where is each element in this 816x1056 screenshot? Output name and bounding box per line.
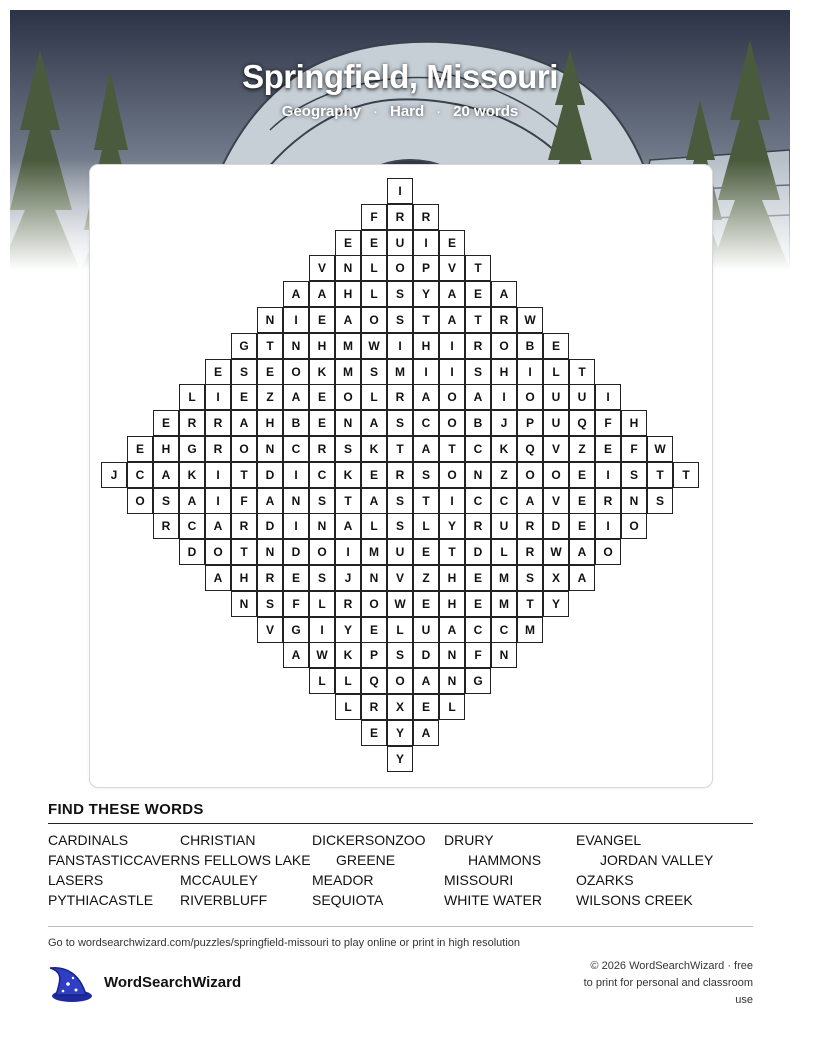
grid-cell: U [569, 384, 595, 410]
grid-cell: H [413, 333, 439, 359]
grid-cell: V [257, 617, 283, 643]
grid-cell: F [361, 204, 387, 230]
grid-cell: L [439, 694, 465, 720]
grid-cell: T [335, 488, 361, 514]
grid-cell: N [283, 333, 309, 359]
grid-cell: O [205, 539, 231, 565]
grid-cell: O [283, 359, 309, 385]
grid-cell: R [387, 462, 413, 488]
grid-cell: I [309, 617, 335, 643]
grid-cell: M [491, 591, 517, 617]
grid-cell: F [283, 591, 309, 617]
grid-cell: P [361, 642, 387, 668]
grid-cell: H [231, 565, 257, 591]
grid-cell: Q [517, 436, 543, 462]
grid-cell: J [491, 410, 517, 436]
grid-cell: E [569, 462, 595, 488]
grid-cell: R [179, 410, 205, 436]
grid-cell: A [465, 384, 491, 410]
grid-cell: O [543, 462, 569, 488]
grid-cell: E [283, 565, 309, 591]
grid-cell: I [595, 462, 621, 488]
grid-cell: E [569, 488, 595, 514]
grid-cell: A [283, 281, 309, 307]
grid-cell: M [335, 333, 361, 359]
grid-cell: G [231, 333, 257, 359]
meta-separator: · [372, 103, 378, 120]
grid-cell: E [153, 410, 179, 436]
grid-cell: T [465, 307, 491, 333]
grid-cell: I [205, 462, 231, 488]
grid-cell: L [491, 539, 517, 565]
grid-cell: C [283, 436, 309, 462]
grid-cell: A [569, 565, 595, 591]
grid-cell: F [621, 436, 647, 462]
grid-cell: N [335, 255, 361, 281]
grid-cell: N [309, 513, 335, 539]
grid-cell: U [543, 384, 569, 410]
grid-cell: E [465, 591, 491, 617]
grid-cell: O [387, 255, 413, 281]
grid-cell: O [335, 384, 361, 410]
grid-cell: W [543, 539, 569, 565]
grid-cell: T [413, 488, 439, 514]
grid-cell: F [595, 410, 621, 436]
word-item: EVANGEL [576, 832, 642, 848]
brand-name: WordSearchWizard [104, 974, 242, 991]
grid-cell: P [413, 255, 439, 281]
grid-cell: Y [387, 720, 413, 746]
grid-cell: L [361, 513, 387, 539]
grid-cell: X [543, 565, 569, 591]
grid-cell: I [283, 462, 309, 488]
grid-cell: S [387, 281, 413, 307]
grid-cell: I [491, 384, 517, 410]
meta-separator: · [436, 103, 442, 120]
grid-cell: S [309, 488, 335, 514]
grid-cell: O [517, 384, 543, 410]
word-item: CARDINALS [48, 832, 129, 848]
grid-cell: H [439, 565, 465, 591]
grid-cell: H [621, 410, 647, 436]
grid-cell: O [127, 488, 153, 514]
grid-cell: E [361, 720, 387, 746]
wizard-hat-icon [46, 964, 94, 1004]
grid-cell: A [205, 513, 231, 539]
grid-cell: V [543, 436, 569, 462]
copyright-text: © 2026 WordSearchWizard · free to print for personal and classroom use [583, 960, 753, 1006]
grid-cell: I [283, 307, 309, 333]
grid-cell: D [283, 539, 309, 565]
puzzle-meta [0, 103, 800, 120]
grid-cell: L [309, 591, 335, 617]
grid-cell: A [413, 720, 439, 746]
grid-cell: V [543, 488, 569, 514]
grid-cell: A [491, 281, 517, 307]
word-item: PYTHIACASTLE [48, 892, 154, 908]
grid-cell: S [621, 462, 647, 488]
grid-cell: O [387, 668, 413, 694]
grid-cell: L [309, 668, 335, 694]
grid-cell: O [439, 410, 465, 436]
grid-cell: C [413, 410, 439, 436]
grid-cell: E [127, 436, 153, 462]
grid-cell: K [179, 462, 205, 488]
grid-cell: S [387, 513, 413, 539]
grid-cell: L [361, 255, 387, 281]
grid-cell: K [361, 436, 387, 462]
grid-cell: A [179, 488, 205, 514]
grid-cell: R [153, 513, 179, 539]
word-item: JORDAN VALLEY [600, 852, 714, 868]
grid-cell: I [205, 384, 231, 410]
grid-cell: R [231, 513, 257, 539]
grid-cell: Z [413, 565, 439, 591]
grid-cell: D [257, 462, 283, 488]
grid-cell: E [361, 617, 387, 643]
footer-link-text[interactable]: Go to wordsearchwizard.com/puzzles/springfield-missouri to play online or print in high resolution [48, 937, 520, 949]
word-item: DRURY [444, 832, 494, 848]
grid-cell: J [335, 565, 361, 591]
word-item: FANSTASTICCAVERNS [48, 852, 200, 868]
word-item: DICKERSONZOO [312, 832, 426, 848]
grid-cell: O [595, 539, 621, 565]
grid-cell: I [439, 488, 465, 514]
grid-cell: N [439, 668, 465, 694]
grid-cell: S [231, 359, 257, 385]
grid-cell: N [361, 565, 387, 591]
grid-cell: E [335, 230, 361, 256]
grid-cell: D [465, 539, 491, 565]
divider [48, 823, 753, 824]
grid-cell: R [413, 204, 439, 230]
grid-cell: B [465, 410, 491, 436]
word-count-label: 20 words [453, 103, 519, 120]
page-title: Springfield, Missouri [242, 58, 558, 95]
grid-cell: S [387, 488, 413, 514]
grid-cell: E [465, 281, 491, 307]
grid-cell: L [361, 384, 387, 410]
grid-cell: Y [439, 513, 465, 539]
grid-cell: I [413, 359, 439, 385]
grid-cell: S [387, 307, 413, 333]
grid-cell: A [335, 307, 361, 333]
grid-cell: R [465, 333, 491, 359]
word-item: CHRISTIAN [180, 832, 256, 848]
grid-cell: Y [543, 591, 569, 617]
grid-cell: K [309, 359, 335, 385]
grid-cell: C [491, 488, 517, 514]
grid-cell: K [335, 462, 361, 488]
grid-cell: A [231, 410, 257, 436]
grid-cell: S [257, 591, 283, 617]
grid-cell: O [361, 307, 387, 333]
grid-cell: A [413, 436, 439, 462]
grid-cell: E [595, 436, 621, 462]
grid-cell: C [465, 436, 491, 462]
grid-cell: T [439, 436, 465, 462]
word-item: OZARKS [576, 872, 634, 888]
grid-cell: C [179, 513, 205, 539]
grid-cell: M [361, 539, 387, 565]
grid-cell: R [387, 384, 413, 410]
grid-cell: Z [257, 384, 283, 410]
grid-cell: W [309, 642, 335, 668]
grid-cell: O [439, 462, 465, 488]
grid-cell: Y [335, 617, 361, 643]
grid-cell: H [491, 359, 517, 385]
grid-cell: S [153, 488, 179, 514]
grid-cell: S [387, 642, 413, 668]
grid-cell: U [413, 617, 439, 643]
grid-cell: A [361, 488, 387, 514]
grid-cell: B [283, 410, 309, 436]
grid-cell: R [257, 565, 283, 591]
grid-cell: T [387, 436, 413, 462]
grid-cell: N [335, 410, 361, 436]
grid-cell: S [387, 410, 413, 436]
grid-cell: W [647, 436, 673, 462]
grid-cell: L [335, 694, 361, 720]
grid-cell: E [465, 565, 491, 591]
grid-cell: M [517, 617, 543, 643]
grid-cell: A [309, 281, 335, 307]
grid-cell: O [361, 591, 387, 617]
grid-cell: N [621, 488, 647, 514]
grid-cell: A [361, 410, 387, 436]
word-item: FELLOWS LAKE [204, 852, 311, 868]
grid-cell: R [309, 436, 335, 462]
grid-cell: L [361, 281, 387, 307]
grid-cell: P [517, 410, 543, 436]
grid-cell: T [413, 307, 439, 333]
grid-cell: W [517, 307, 543, 333]
grid-cell: O [309, 539, 335, 565]
grid-cell: L [543, 359, 569, 385]
grid-cell: M [387, 359, 413, 385]
grid-cell: A [413, 668, 439, 694]
grid-cell: V [387, 565, 413, 591]
grid-cell: W [361, 333, 387, 359]
grid-cell: S [309, 565, 335, 591]
grid-cell: A [153, 462, 179, 488]
grid-cell: B [517, 333, 543, 359]
word-item: LASERS [48, 872, 104, 888]
grid-cell: T [231, 539, 257, 565]
grid-cell: I [595, 513, 621, 539]
grid-cell: R [335, 591, 361, 617]
word-list-heading: FIND THESE WORDS [48, 801, 204, 818]
grid-cell: G [283, 617, 309, 643]
grid-cell: R [491, 307, 517, 333]
grid-cell: J [101, 462, 127, 488]
grid-cell: I [595, 384, 621, 410]
grid-cell: I [205, 488, 231, 514]
grid-cell: N [257, 307, 283, 333]
grid-cell: E [439, 230, 465, 256]
word-item: WILSONS CREEK [576, 892, 693, 908]
grid-cell: G [465, 668, 491, 694]
grid-cell: I [387, 178, 413, 204]
grid-cell: W [387, 591, 413, 617]
grid-cell: L [387, 617, 413, 643]
grid-cell: T [673, 462, 699, 488]
grid-cell: U [491, 513, 517, 539]
grid-cell: E [309, 307, 335, 333]
grid-cell: R [205, 410, 231, 436]
grid-cell: Q [361, 668, 387, 694]
grid-cell: L [413, 513, 439, 539]
word-item: WHITE WATER [444, 892, 542, 908]
grid-cell: S [465, 359, 491, 385]
grid-cell: I [439, 359, 465, 385]
grid-cell: C [465, 488, 491, 514]
grid-cell: O [439, 384, 465, 410]
grid-cell: T [465, 255, 491, 281]
grid-cell: A [283, 642, 309, 668]
grid-cell: T [647, 462, 673, 488]
grid-cell: Y [387, 746, 413, 772]
grid-cell: H [257, 410, 283, 436]
grid-cell: E [205, 359, 231, 385]
grid-cell: T [569, 359, 595, 385]
grid-cell: L [335, 668, 361, 694]
grid-cell: E [309, 384, 335, 410]
grid-cell: G [179, 436, 205, 462]
grid-cell: U [387, 230, 413, 256]
grid-cell: S [517, 565, 543, 591]
grid-cell: S [413, 462, 439, 488]
grid-cell: R [595, 488, 621, 514]
grid-cell: R [205, 436, 231, 462]
grid-cell: E [361, 230, 387, 256]
grid-cell: I [283, 513, 309, 539]
grid-cell: A [335, 513, 361, 539]
divider [48, 926, 753, 927]
grid-cell: E [413, 591, 439, 617]
grid-cell: C [465, 617, 491, 643]
grid-cell: V [439, 255, 465, 281]
grid-cell: H [439, 591, 465, 617]
grid-cell: E [361, 462, 387, 488]
grid-cell: S [335, 436, 361, 462]
grid-cell: T [439, 539, 465, 565]
grid-cell: O [231, 436, 257, 462]
grid-cell: K [491, 436, 517, 462]
grid-cell: A [257, 488, 283, 514]
word-item: RIVERBLUFF [180, 892, 268, 908]
grid-cell: U [543, 410, 569, 436]
grid-cell: S [647, 488, 673, 514]
grid-cell: S [361, 359, 387, 385]
grid-cell: D [543, 513, 569, 539]
grid-cell: D [179, 539, 205, 565]
grid-cell: H [335, 281, 361, 307]
grid-cell: H [153, 436, 179, 462]
grid-cell: A [439, 307, 465, 333]
grid-cell: H [309, 333, 335, 359]
grid-cell: E [413, 539, 439, 565]
grid-cell: M [335, 359, 361, 385]
grid-cell: N [439, 642, 465, 668]
grid-cell: I [413, 230, 439, 256]
grid-cell: Z [569, 436, 595, 462]
grid-cell: L [179, 384, 205, 410]
grid-cell: O [621, 513, 647, 539]
grid-cell: D [413, 642, 439, 668]
grid-cell: A [569, 539, 595, 565]
word-item: MCCAULEY [180, 872, 258, 888]
grid-cell: K [335, 642, 361, 668]
grid-cell: E [257, 359, 283, 385]
grid-cell: N [257, 539, 283, 565]
grid-cell: Q [569, 410, 595, 436]
grid-cell: O [517, 462, 543, 488]
grid-cell: A [439, 617, 465, 643]
grid-cell: D [257, 513, 283, 539]
grid-cell: I [387, 333, 413, 359]
category-label: Geography [281, 103, 361, 120]
grid-cell: N [491, 642, 517, 668]
grid-cell: N [283, 488, 309, 514]
grid-cell: R [361, 694, 387, 720]
grid-cell: N [231, 591, 257, 617]
grid-cell: A [517, 488, 543, 514]
word-item: MISSOURI [444, 872, 514, 888]
grid-cell: Y [413, 281, 439, 307]
word-item: GREENE [336, 852, 396, 868]
grid-cell: C [127, 462, 153, 488]
grid-cell: E [413, 694, 439, 720]
grid-cell: R [517, 539, 543, 565]
grid-cell: E [569, 513, 595, 539]
grid-cell: M [491, 565, 517, 591]
difficulty-label: Hard [389, 103, 425, 120]
word-item: MEADOR [312, 872, 374, 888]
grid-cell: A [205, 565, 231, 591]
grid-cell: T [517, 591, 543, 617]
grid-cell: F [231, 488, 257, 514]
grid-cell: E [543, 333, 569, 359]
word-item: HAMMONS [468, 852, 542, 868]
grid-cell: I [517, 359, 543, 385]
grid-cell: A [413, 384, 439, 410]
grid-cell: R [387, 204, 413, 230]
grid-cell: A [439, 281, 465, 307]
grid-cell: E [309, 410, 335, 436]
grid-cell: E [231, 384, 257, 410]
grid-cell: C [309, 462, 335, 488]
grid-cell: T [257, 333, 283, 359]
grid-cell: T [231, 462, 257, 488]
grid-cell: I [439, 333, 465, 359]
grid-cell: V [309, 255, 335, 281]
grid-cell: F [465, 642, 491, 668]
grid-cell: R [517, 513, 543, 539]
grid-cell: A [283, 384, 309, 410]
grid-cell: U [387, 539, 413, 565]
grid-cell: R [465, 513, 491, 539]
grid-cell: X [387, 694, 413, 720]
grid-cell: N [465, 462, 491, 488]
grid-cell: Z [491, 462, 517, 488]
grid-cell: N [257, 436, 283, 462]
word-item: SEQUIOTA [312, 892, 384, 908]
grid-cell: O [491, 333, 517, 359]
grid-cell: I [335, 539, 361, 565]
grid-cell: C [491, 617, 517, 643]
